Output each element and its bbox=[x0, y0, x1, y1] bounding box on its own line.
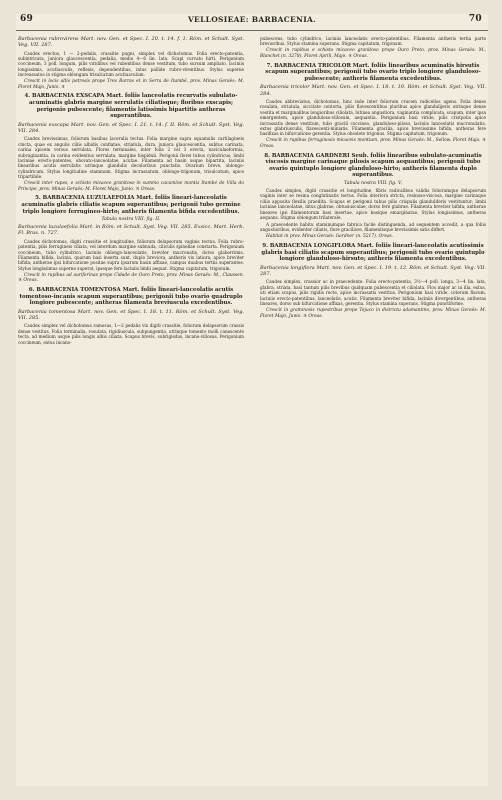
species-description: Caudex abbreviatus, dichotomus, hinc inde inter foliorum crucem radicellos agens. Folia dense rosulata, striatula, siccitate contorta, pilis flavescentibus pluribus apice glandulijeris utrinque dense vestita et marginalibus longioribus ciliolata, lutinea angustiora, vaginantia complicata, scapum, inter ipsa emergentem, apice glanduloso-villosum, aequantia. Perigonium basi viride, pilis cristpolis apice incrassatis dense vestitum, tubo gracili coccineo, glanduloso-piloso, laciniis lanceolatis mucronulatis, extus glabriusculis, flavescenti-miniatis. Filamenta gracilia, apice breviissime bifida, antheras fere basifixas in bifurcatione gerentia. Stylus obsolete trigonus. Stigma capitatum, trigonum. bbox=[260, 98, 486, 137]
header-rule bbox=[16, 30, 488, 31]
plate-reference: Tabula nostra VIII. fig. V. bbox=[344, 180, 402, 186]
species-reference: Barbacenia tricolor Mart. nov. Gen. et Spec. I. 18. t. 10. Röm. et Schult. Syst. Veg. VII. 284. bbox=[260, 84, 486, 97]
species-reference: Barbacenia luzulaefolia Mart. in Röm. et Schult. Syst. Veg. VII. 285. Exsicc. Mart. Herb. Fl. Bras. n. 727. bbox=[18, 224, 244, 237]
species-habitat: Crescit in graminosis rupestribus prope Tejuco in districtu adamantino, prov. Minas Geraës: M. Floret Majo, Junio. ♃ Oreas. bbox=[260, 308, 486, 319]
species-habitat: Habitat in prov. Minas Geraës: Gardner (n. 5217). Oreas. bbox=[266, 234, 394, 240]
species-heading: 7. BARBACENIA TRICOLOR Mart. foliis linearibus acuminatis hirsutis scapum superantibus; perigonii tubo ovario triplo longiore glanduloso-pubescente; antheris filamenta excedentibus. bbox=[265, 62, 481, 82]
species-description: Caudex dichotomus, digiti crassitie et longitudine, foliorum delapsorum vaginis tectus. Folia rubro-patentia, pilis ferrugineis ciliata, vel interdum margine subnuda, ciliculis spinellae constarta. Perigonium coccineum, tubo cylindrico, laciniis oblongo-lanceolatis, breviter mucronatis, dorso glaberrimis. Filamenta bifida, lacinia, quarum basi inserta sunt, duplo breviora, antheris vix latiora, apice breviter bifida; antherae ipsi bifurcatione positae supra ipsarum basin affixae, campus duabus tertiis superantes. Stylus longissimus superne superat, ipseque fere laciniis limbi aequat. Stigma capitatum, trigonum. bbox=[18, 238, 244, 271]
species-habitat: Crescit in rupibus ferruginosis micaceis montium, prov. Minas Geraës: M., Sellow. Floret Majo. ♃ Oreas. bbox=[260, 138, 486, 149]
species-description: Caudex brevissimus, foliorum basibus lacerulis tectus. Folia margine supra squamulis cartilagineis cincta, quae ex angulis ciliis albidis conflatae, striatula, dura, juniora glaucescentia, subtus carinata, carina apicem versus serrulata. Flores terminales, inter folia 2 vel 3 erecta, naviculaeformia, subvaginantia, in carina evidentius serrulata, margine hispiduli. Perigonii florei tubus cylindricus, limbi laciniae erecto-patentes, obovato-lanceolatae, acutae. Filamenta ad basin usque bipartita, laciniis linearibus acutis serrulatis utrinque glandulis decoloribus punctatis. Ovarium breve, oblongo-cylindricum. Stylus longitudine staminum. Stigma incrassatum, oblongo-trigonum, trisulcatum, apice tripartibile. bbox=[18, 136, 244, 180]
species-reference: Barbacenia exscapa Mart. nov. Gen. et Spec. I. 21. t. 14. f. II. Röm. et Schult. Syst. Veg. VII. 284. bbox=[18, 121, 244, 135]
species-note: A praecedente habitu staminumque fabrica facile distinguenda, ad sequentem accedit, a qua foliis angustioribus, evidenter ciliatis, flore graciliore, filamentisque brevissimis satis differt. bbox=[260, 222, 486, 233]
right-column bbox=[260, 36, 486, 322]
plate-reference: Tabula nostra VIII. fig. II. bbox=[101, 217, 161, 223]
species-heading: 6. BARBACENIA TOMENTOSA Mart. foliis lineari-lanceolatis acutis tomentoso-incanis scapum superantibus; perigonii tubo ovario quadruplo longiore pubescente; antheras filamenta breviuscula excedentibus. bbox=[19, 287, 243, 307]
species-description: Caudex simplex, crassior ac in praecedente. Folia erecto-patentia, 3½—4 poll. longa, 3—4 lin. lata, glabra, striata, basi tantum pilis brevibus quidquam pubescentia et ciliolata. Flos major ac in illa, extus, uti etiam scapus, pilis rigidis recte, apice incrassatis vestitus. Perigonium basi viride, coterum flavum, laciniis erecto-patentibus, lanceolatis, acutis. Filamenta breviter bifida; laciniis divergentibus, antheras lineares, dorso sub bifurcatione affixas, gerentia. Stylus stamina superans. Stigma punctiforme. bbox=[260, 279, 486, 306]
species-habitat: Crescit in rupibus e schisto micaceo granitoso prope Ouro Preto, prov. Minas Geraës: M., Blanchet (n. 3278). Floret Aprili, Majo. ♃ Oreas. bbox=[260, 48, 486, 59]
book-page bbox=[16, 14, 488, 786]
species-habitat: Crescit in rupibus ad auriferinas prope Cidade de Ouro Preto, prov. Minas Geraës: M., Claussen. ♃ Oreas. bbox=[18, 272, 244, 284]
species-heading: 5. BARBACENIA LUZULAEFOLIA Mart. foliis lineari-lanceolatis acuminatis glabris ciliatis scapum superantibus; perigonii tubo germine triplo longiore ferrugineo-hirto; antheris filamenta bifida excedentibus. bbox=[21, 195, 241, 215]
running-header bbox=[16, 14, 488, 28]
species-description: Caudex erectus, 1 — 2-pedalis, crassitie pugni, simplex vel dichotomus. Folia erecto-patentia, subintricata, juniora glaucescentia, pedalia, medio 4—6 lin. lata. Scapi curvato hirti. Perigonium coccineum, 3 poll. longum, pilis viridibus vel rubentibus dense vestitum, tubo sursum ampliato, laciniis longissimis, acutiusculis, reflexis, dependentibus, intus pallide rubro-virentibus. Stylus superne increassatus in stigma oblongum trisulcatum acutiusculum. bbox=[18, 50, 244, 78]
page-number-left: 69 bbox=[20, 14, 34, 24]
species-description: pubescens, tubo cylindrico, laciniis lanceolatis erecto-patentibus. Filamenta antheris tertia parte breviorihus. Stylus stamina superans. Stigma capitatum, trigonum. bbox=[260, 36, 486, 47]
species-reference: Barbacenia tomentosa Mart. nov. Gen. et Spec. I. 18. t. 11. Röm. et Schult. Syst. Veg. VII. 285. bbox=[18, 308, 244, 322]
left-column bbox=[18, 36, 244, 347]
species-reference: Barbacenia longiflora Mart. nov. Gen. et Spec. I. 19. t. 12. Röm. et Schult. Syst. Veg. VII. 287. bbox=[260, 264, 486, 278]
species-heading: 9. BARBACENIA LONGIFLORA Mart. foliis lineari-lanceolatis acutissimis glabris basi ciliatis scapum superantibus; perigonii tubo ovario quintuplo longiore glanduloso-hirsuto; antheris filamenta excedentibus. bbox=[261, 243, 485, 263]
species-heading: 4. BARBACENIA EXSCAPA Mart. foliis lanceolatis recurvatis subulato-acuminatis glabris margine serrulatis ciliatisque; floribus exscapis; perigonio pubescente; filamentis latissimis bipartitis antheras superantibus. bbox=[24, 93, 238, 120]
species-description: Caudex simplex, digiti crassitie et longitudine, fibris radicalibus validis foliorumque delapsorum vaginis inter se resina conglutinatis tectus. Folia interiora stricta, resinoso-viscosa, margine carinaque ciliis apposita flexilis praedita. Scapus et perigonii tubus pilis crispulis glanduliferis vestituntur; limbi laciniae lanceolatae, intus glabrae, obtusiusculae, dorso fere glabrae. Filamenta breviter bifida; antherae lineares ipsi filamentorum basi insertae, apice basique emarginatae. Stylus longissimus, antheras aequans. Stigma oblongum trilaterale. bbox=[260, 187, 486, 220]
running-title: VELLOSIEAE: BARBACENIA. bbox=[187, 15, 317, 24]
species-reference: Barbacenia rubrovirens Mart. nov. Gen. et Spec. I. 20. t. 14. f. 1. Röm. et Schult. Syst. Veg. VII. 287. bbox=[18, 36, 244, 49]
species-heading: 8. BARBACENIA GARDNERI Seub. foliis linearibus subulato-acuminatis viscosis margine carinaque pilosis scapum aequantibus; perigonii tubo ovario quintuplo longiore glanduloso-hirto; antheris filamenta duplo superantibus. bbox=[264, 152, 482, 179]
species-habitat: Crescit inter rupes, e schisto micaceo granitoso in summo cacumine montis Itambé de Villa do Príncipe, prov. Minas Geraës: M. Floret Majo, Junio. ♃ Oreas. bbox=[18, 181, 244, 192]
species-habitat: Crescit in locis altis petrosis prope Tres Barras et in Serra de Itambé, prov. Minas Geraës: M. Floret Majo, Junio. ♃ bbox=[18, 79, 244, 90]
species-description: Caudex simplex vel dichotomus ramosus, 1—2 pedalis vix digiti crassitie, foliorum delapsorum crassis dense vestitus. Folia terminalia, rosulata, rigidiuscula, subpungentia, utrinque tomento molli canescente tecta, ad medium usque pilis longis albis ciliata. Scapus brevis, subrigisdus, incano-villosus. Perigonium coccineum, extus incano- bbox=[18, 323, 244, 345]
page-number-right: 70 bbox=[468, 14, 482, 24]
